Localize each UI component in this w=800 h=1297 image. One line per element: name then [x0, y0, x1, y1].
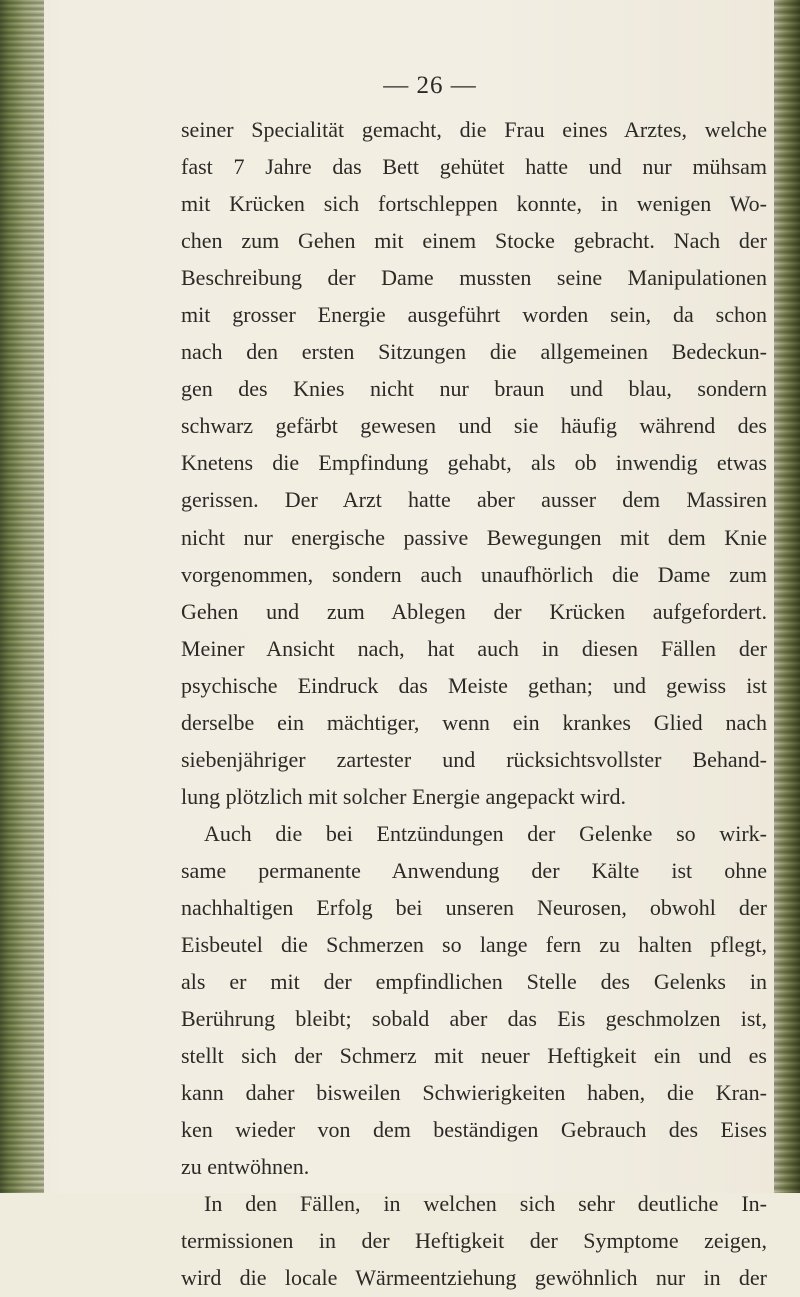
text-line: nach den ersten Sitzungen die allgemeinen Bedeckun- — [181, 339, 767, 365]
text-line: ken wieder von dem beständigen Gebrauch des Eises — [181, 1117, 767, 1143]
text-line: zu entwöhnen. — [181, 1154, 310, 1180]
text-line: gerissen. Der Arzt hatte aber ausser dem Massiren — [181, 487, 767, 513]
body-text — [181, 111, 767, 1297]
text-line: Berührung bleibt; sobald aber das Eis geschmolzen ist, — [181, 1006, 767, 1032]
text-line: als er mit der empfindlichen Stelle des Gelenks in — [181, 969, 767, 995]
text-line: mit grosser Energie ausgeführt worden sein, da schon — [181, 302, 767, 328]
text-line: Knetens die Empfindung gehabt, als ob inwendig etwas — [181, 450, 767, 476]
text-line: lung plötzlich mit solcher Energie angepackt wird. — [181, 783, 626, 809]
text-line: chen zum Gehen mit einem Stocke gebracht. Nach der — [181, 228, 767, 254]
text-line: Auch die bei Entzündungen der Gelenke so wirk- — [204, 820, 767, 846]
text-line: Meiner Ansicht nach, hat auch in diesen Fällen der — [181, 635, 767, 661]
text-line: psychische Eindruck das Meiste gethan; und gewiss ist — [181, 672, 767, 698]
text-line: wird die locale Wärmeentziehung gewöhnlich nur in der — [181, 1265, 767, 1291]
text-line: same permanente Anwendung der Kälte ist ohne — [181, 857, 767, 883]
text-line: vorgenommen, sondern auch unaufhörlich die Dame zum — [181, 561, 767, 587]
page-edge-left — [0, 0, 44, 1193]
text-line: Eisbeutel die Schmerzen so lange fern zu halten pflegt, — [181, 932, 767, 958]
text-line: seiner Specialität gemacht, die Frau eines Arztes, welche — [181, 117, 767, 142]
text-line: nachhaltigen Erfolg bei unseren Neurosen, obwohl der — [181, 894, 767, 920]
text-line: termissionen in der Heftigkeit der Symptome zeigen, — [181, 1228, 767, 1254]
text-line: schwarz gefärbt gewesen und sie häufig während des — [181, 413, 767, 439]
text-line: In den Fällen, in welchen sich sehr deutliche In- — [204, 1191, 767, 1217]
text-line: nicht nur energische passive Bewegungen mit dem Knie — [181, 524, 767, 550]
text-line: mit Krücken sich fortschleppen konnte, in wenigen Wo- — [181, 191, 767, 217]
text-line: fast 7 Jahre das Bett gehütet hatte und nur mühsam — [181, 154, 767, 180]
text-line: siebenjähriger zartester und rücksichtsvollster Behand- — [181, 746, 767, 772]
text-line: gen des Knies nicht nur braun und blau, sondern — [181, 376, 767, 402]
page-edge-right — [774, 0, 800, 1193]
page-number: — 26 — — [383, 72, 477, 99]
text-line: stellt sich der Schmerz mit neuer Heftigkeit ein und es — [181, 1043, 767, 1069]
text-line: Gehen und zum Ablegen der Krücken aufgefordert. — [181, 598, 767, 624]
text-line: Beschreibung der Dame mussten seine Manipulationen — [181, 265, 767, 291]
text-line: derselbe ein mächtiger, wenn ein krankes Glied nach — [181, 709, 767, 735]
text-line: kann daher bisweilen Schwierigkeiten haben, die Kran- — [181, 1080, 767, 1106]
